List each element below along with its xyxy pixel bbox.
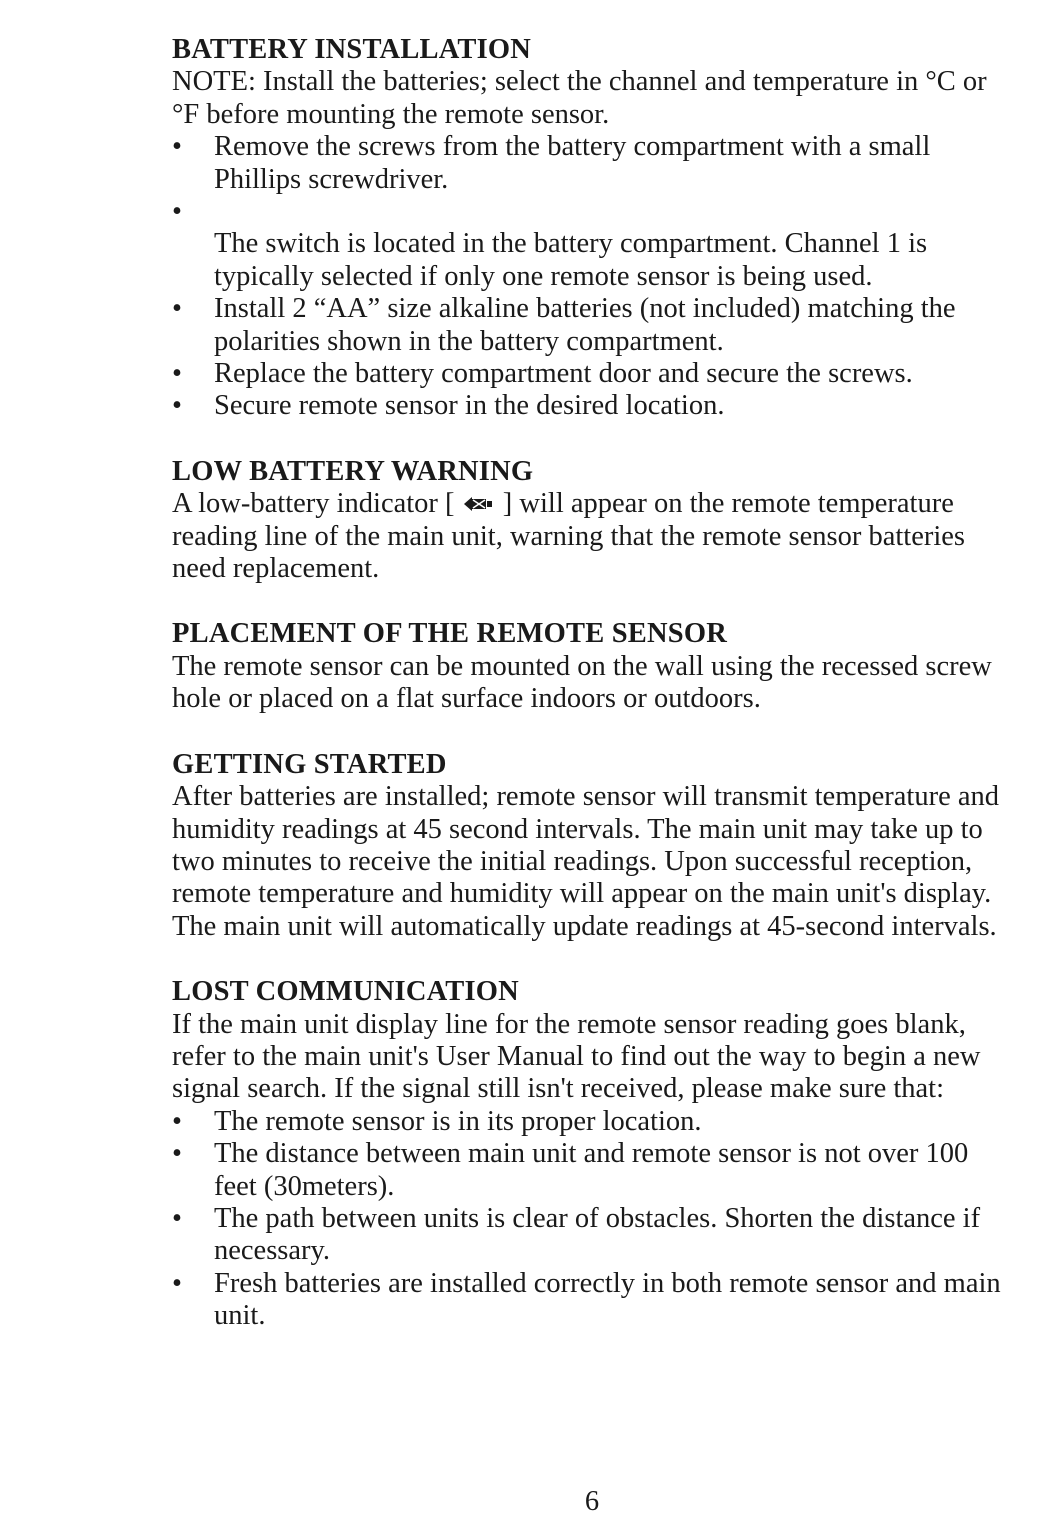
getting-started-text: After batteries are installed; remote sensor will transmit temperature and humidity readings at 45 second intervals. The main unit may take up to two minutes to receive the initial readings. Upon successful reception, remote temperature and humidity will appear on the main unit's display. The main unit will automatically update readings at 45-second intervals. <box>172 781 999 942</box>
list-item <box>172 1203 1018 1268</box>
list-item <box>172 293 1018 358</box>
list-item <box>172 1138 1018 1203</box>
list-item-text: Secure remote sensor in the desired location. <box>214 390 725 422</box>
switch-location-text: The switch is located in the battery compartment. Channel 1 is typically selected if only one remote sensor is being used. <box>214 228 928 292</box>
bullet-glyph: • <box>172 1138 182 1170</box>
list-item-text: Fresh batteries are installed correctly in both remote sensor and main unit. <box>214 1267 1001 1332</box>
placement-text: The remote sensor can be mounted on the wall using the recessed screw hole or placed on a flat surface indoors or outdoors. <box>172 650 992 715</box>
section-heading: PLACEMENT OF THE REMOTE SENSOR <box>172 618 727 650</box>
manual-page <box>172 34 1018 1366</box>
list-item-text: The distance between main unit and remote sensor is not over 100 feet (30meters). <box>214 1138 969 1202</box>
battery-steps-list <box>172 131 1018 423</box>
list-item-text: Remove the screws from the battery compartment with a small Phillips screwdriver. <box>214 131 931 195</box>
list-item <box>172 131 1018 196</box>
list-item-text: Install 2 “AA” size alkaline batteries (not included) matching the polarities shown in the battery compartment. <box>214 293 956 357</box>
bullet-glyph: • <box>172 358 182 390</box>
section-heading: BATTERY INSTALLATION <box>172 34 532 65</box>
lost-communication-text: If the main unit display line for the remote sensor reading goes blank, refer to the main unit's User Manual to find out the way to begin a new signal search. If the signal still isn't received, please make sure that: <box>172 1008 981 1105</box>
bullet-glyph: • <box>172 1267 182 1299</box>
bullet-glyph: • <box>172 196 182 228</box>
getting-started-section <box>172 749 1018 943</box>
list-item-text: The remote sensor is in its proper location. <box>214 1105 702 1137</box>
checklist <box>172 1106 1018 1333</box>
list-item <box>172 1268 1018 1333</box>
section-heading: GETTING STARTED <box>172 748 447 780</box>
low-battery-text-start: A low-battery indicator [ <box>172 488 455 520</box>
list-item <box>172 1106 1018 1138</box>
list-item-text: The path between units is clear of obstacles. Shorten the distance if necessary. <box>214 1202 981 1267</box>
bullet-glyph: • <box>172 1202 182 1234</box>
battery-installation-section <box>172 34 1018 423</box>
bullet-glyph: • <box>172 390 182 422</box>
bullet-glyph: • <box>172 131 182 163</box>
list-item-text: Replace the battery compartment door and secure the screws. <box>214 358 913 390</box>
lost-communication-section <box>172 976 1018 1332</box>
page-number: 6 <box>584 1486 600 1517</box>
list-item <box>172 390 1018 422</box>
list-item <box>172 196 1018 293</box>
low-battery-warning-section <box>172 456 1018 586</box>
low-battery-text <box>172 488 1018 585</box>
low-battery-indicator-icon <box>462 494 496 514</box>
bullet-glyph: • <box>172 1105 182 1137</box>
section-heading: LOST COMMUNICATION <box>172 976 519 1008</box>
low-battery-text-end: ] will appear on the remote temperature reading line of the main unit, warning that the remote sensor batteries need replacement. <box>172 488 966 585</box>
battery-note: NOTE: Install the batteries; select the channel and temperature in °C or °F before mounting the remote sensor. <box>172 66 987 130</box>
list-item-text <box>214 196 1018 228</box>
bullet-glyph: • <box>172 293 182 325</box>
list-item <box>172 358 1018 390</box>
placement-section <box>172 618 1018 715</box>
section-heading: LOW BATTERY WARNING <box>172 455 534 487</box>
